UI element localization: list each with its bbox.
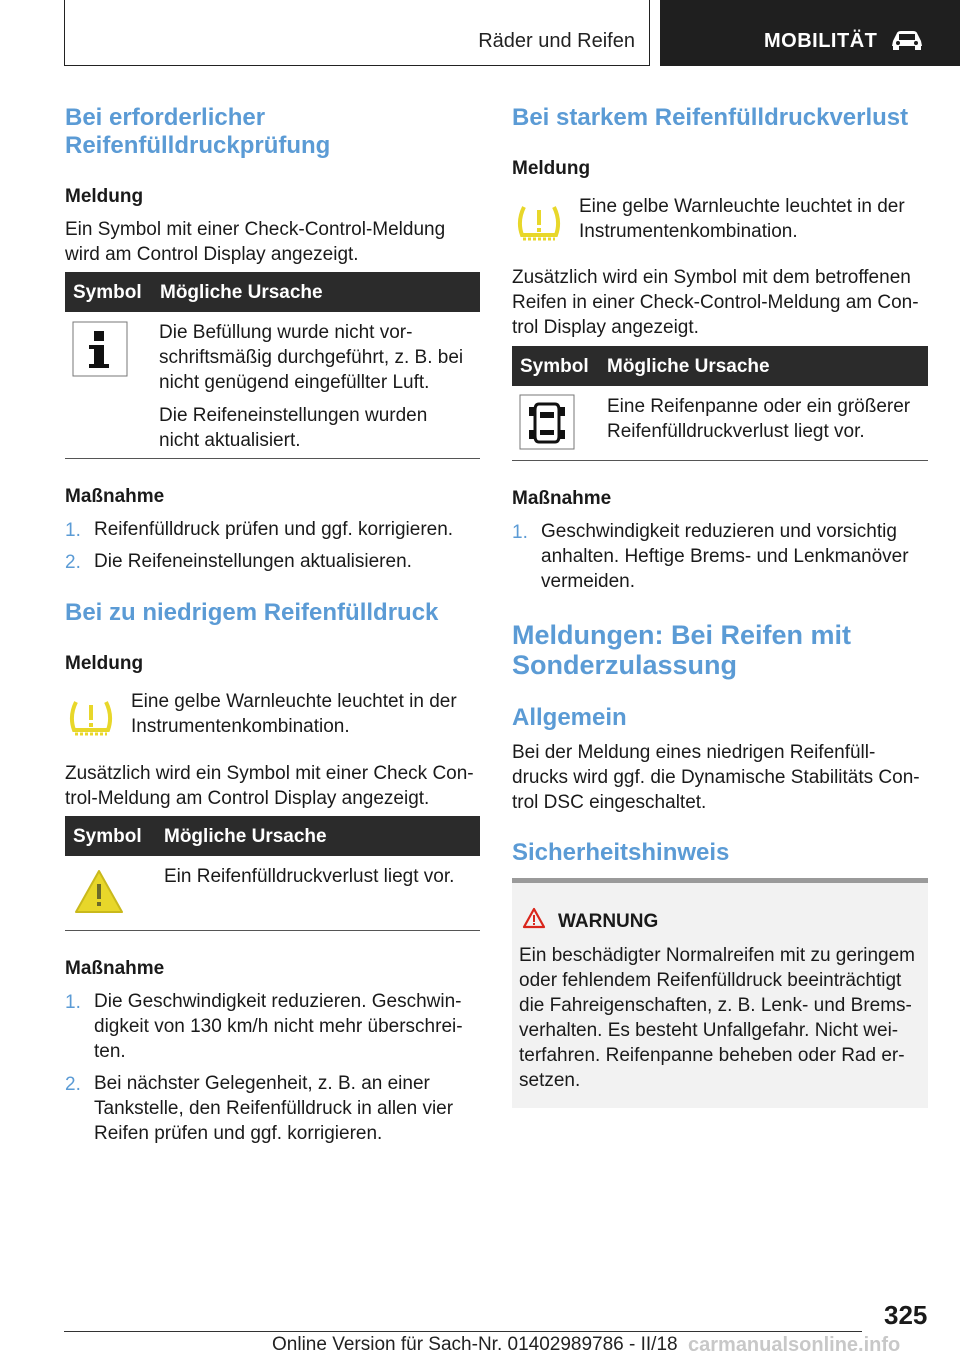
icon-description: Eine gelbe Warnleuchte leuchtet in der Instrumentenkombination. <box>131 691 457 737</box>
icon-description: Eine gelbe Warnleuchte leuchtet in der Instrumentenkombination. <box>579 196 905 242</box>
list-number: 1. <box>65 520 81 541</box>
table-rule <box>512 460 928 461</box>
heading-special-tires: Meldungen: Bei Reifen mit Sonderzulassung <box>512 620 852 680</box>
list-number: 1. <box>65 992 81 1013</box>
paragraph: Zusätzlich wird ein Symbol mit dem betroffenen Reifen in einer Check-Control-Meldung am Con- trol Display angezeigt. <box>512 267 919 338</box>
car-icon <box>890 29 924 51</box>
chapter-label: MOBILITÄT <box>764 30 878 52</box>
footer-rule <box>64 1331 862 1332</box>
section-title: Räder und Reifen <box>478 30 635 52</box>
table-cell: Ein Reifenfülldruckverlust liegt vor. <box>164 866 455 887</box>
warning-label: WARNUNG <box>558 911 659 932</box>
subheading-meldung: Meldung <box>65 653 144 674</box>
table-rule <box>65 930 480 931</box>
heading-allgemein: Allgemein <box>512 704 627 731</box>
table-cell: Die Reifeneinstellungen wurden nicht aktualisiert. <box>159 405 428 451</box>
warning-box <box>512 878 928 1108</box>
table-cell: Eine Reifenpanne oder ein größerer Reifenfülldruckverlust liegt vor. <box>607 396 911 442</box>
list-item: Reifenfülldruck prüfen und ggf. korrigieren. <box>94 519 454 540</box>
info-icon <box>72 321 128 377</box>
subheading-massnahme: Maßnahme <box>65 958 165 979</box>
subheading-massnahme: Maßnahme <box>65 486 165 507</box>
heading-check-required: Bei erforderlicher Reifenfülldruckprüfung <box>65 104 331 159</box>
page-number: 325 <box>884 1300 928 1330</box>
list-number: 2. <box>65 552 81 573</box>
table-rule <box>65 458 480 459</box>
list-number: 1. <box>512 522 528 543</box>
table-header: Symbol Mögliche Ursache <box>512 346 928 386</box>
car-tire-damage-icon <box>519 394 575 450</box>
warning-triangle-icon <box>522 907 546 929</box>
tire-pressure-warning-icon <box>515 203 563 247</box>
list-number: 2. <box>65 1074 81 1095</box>
chapter-tab[interactable] <box>660 0 960 66</box>
warning-triangle-icon <box>73 868 125 916</box>
table-header: Symbol Mögliche Ursache <box>65 272 480 312</box>
table-cell: Die Befüllung wurde nicht vor- schriftsmäßig durchgeführt, z. B. bei nicht genügend eingefüllter Luft. <box>159 322 464 393</box>
heading-safety: Sicherheitshinweis <box>512 839 730 866</box>
watermark: carmanualsonline.info <box>688 1334 901 1356</box>
subheading-massnahme: Maßnahme <box>512 488 612 509</box>
list-item: Die Reifeneinstellungen aktualisieren. <box>94 551 412 572</box>
warning-text: Ein beschädigter Normalreifen mit zu geringem oder fehlendem Reifenfülldruck beeinträchtigt die Fahreigenschaften, z. B. Lenk- und Brems- verhalten. Es besteht Unfallgefahr. Nicht wei- terfahren. Reifenpanne beheben oder Rad er- setzen. <box>519 945 916 1091</box>
list-item: Die Geschwindigkeit reduzieren. Geschwin- digkeit von 130 km/h nicht mehr überschrei- ten. <box>94 991 463 1062</box>
footer-text: Online Version für Sach-Nr. 01402989786 - II/18 <box>272 1334 678 1355</box>
paragraph: Bei der Meldung eines niedrigen Reifenfüll- drucks wird ggf. die Dynamische Stabilitäts Con- trol DSC eingeschaltet. <box>512 742 920 813</box>
table-header: Symbol Mögliche Ursache <box>65 816 480 856</box>
list-item: Bei nächster Gelegenheit, z. B. an einer Tankstelle, den Reifenfülldruck in allen vier Reifen prüfen und ggf. korrigieren. <box>94 1073 454 1144</box>
subheading-meldung: Meldung <box>512 158 591 179</box>
header-box <box>64 0 650 66</box>
list-item: Geschwindigkeit reduzieren und vorsichtig anhalten. Heftige Brems- und Lenkmanöver vermeiden. <box>541 521 909 592</box>
heading-low-pressure: Bei zu niedrigem Reifenfülldruck <box>65 599 439 626</box>
subheading-meldung: Meldung <box>65 186 144 207</box>
heading-strong-loss: Bei starkem Reifenfülldruckverlust <box>512 104 909 131</box>
paragraph: Zusätzlich wird ein Symbol mit einer Check Con- trol-Meldung am Control Display angezeigt. <box>65 763 474 809</box>
tire-pressure-warning-icon <box>67 698 115 742</box>
paragraph: Ein Symbol mit einer Check-Control-Meldung wird am Control Display angezeigt. <box>65 219 446 265</box>
